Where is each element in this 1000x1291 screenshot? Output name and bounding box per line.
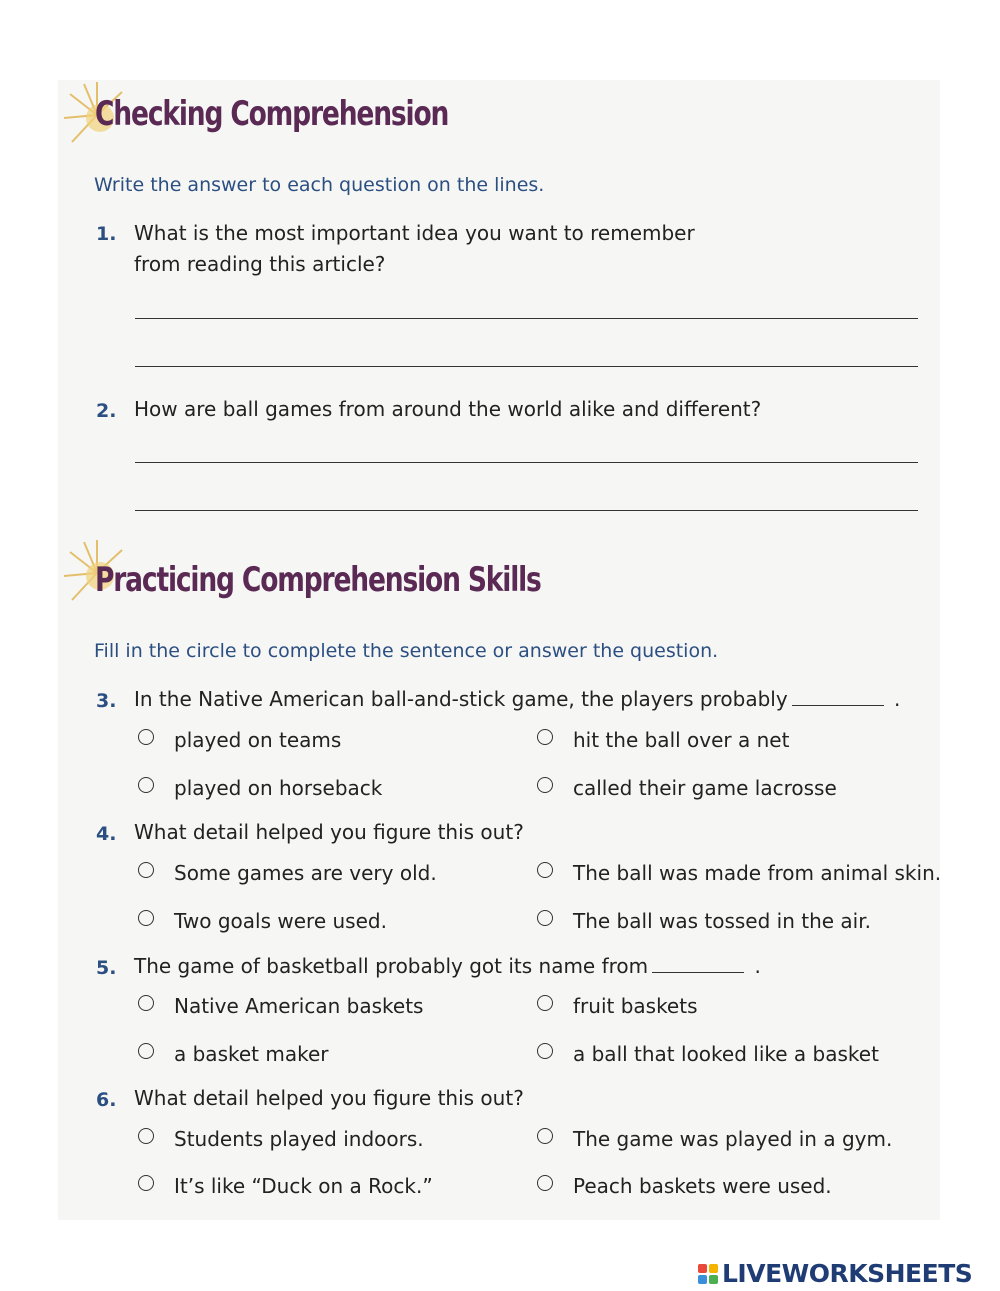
question-number: 1. [96, 223, 117, 245]
instruction-write: Write the answer to each question on the lines. [94, 174, 545, 196]
logo-text: LIVEWORKSHEETS [722, 1259, 973, 1288]
answer-blank [792, 704, 884, 706]
option-label: Two goals were used. [174, 909, 387, 933]
question-1-line2: from reading this article? [134, 252, 386, 276]
option-5a[interactable] [138, 994, 423, 1018]
option-label: Native American baskets [174, 994, 424, 1018]
radio-circle[interactable] [537, 862, 553, 878]
option-4b[interactable] [537, 861, 941, 885]
radio-circle[interactable] [537, 1043, 553, 1059]
option-label: The game was played in a gym. [573, 1127, 893, 1151]
answer-line[interactable] [135, 318, 918, 319]
option-label: Students played indoors. [174, 1127, 424, 1151]
option-label: played on horseback [174, 776, 383, 800]
question-number: 3. [96, 690, 117, 712]
option-5b[interactable] [537, 994, 698, 1018]
question-1-text [134, 218, 695, 280]
radio-circle[interactable] [537, 729, 553, 745]
option-6c[interactable] [138, 1174, 433, 1198]
answer-blank [652, 971, 744, 973]
section-heading-checking: Checking Comprehension [95, 94, 449, 134]
option-label: called their game lacrosse [573, 776, 837, 800]
radio-circle[interactable] [138, 777, 154, 793]
answer-line[interactable] [135, 510, 918, 511]
radio-circle[interactable] [138, 1128, 154, 1144]
option-3c[interactable] [138, 776, 382, 800]
question-1-line1: What is the most important idea you want to remember [134, 221, 695, 245]
question-3-end: . [894, 687, 901, 711]
question-number: 6. [96, 1089, 117, 1111]
radio-circle[interactable] [537, 1128, 553, 1144]
question-4-text: What detail helped you figure this out? [134, 820, 524, 844]
radio-circle[interactable] [138, 1175, 154, 1191]
answer-line[interactable] [135, 366, 918, 367]
option-3b[interactable] [537, 728, 789, 752]
instruction-fill: Fill in the circle to complete the sentence or answer the question. [94, 640, 719, 662]
answer-line[interactable] [135, 462, 918, 463]
question-number: 5. [96, 957, 117, 979]
option-label: fruit baskets [573, 994, 698, 1018]
option-label: Peach baskets were used. [573, 1174, 832, 1198]
radio-circle[interactable] [138, 995, 154, 1011]
logo-grid-icon [698, 1264, 718, 1284]
option-label: Some games are very old. [174, 861, 437, 885]
radio-circle[interactable] [138, 1043, 154, 1059]
option-4d[interactable] [537, 909, 871, 933]
radio-circle[interactable] [537, 910, 553, 926]
question-3-text [134, 684, 900, 715]
radio-circle[interactable] [537, 995, 553, 1011]
radio-circle[interactable] [537, 1175, 553, 1191]
question-5-end: . [754, 954, 761, 978]
option-5c[interactable] [138, 1042, 329, 1066]
question-5-stem: The game of basketball probably got its name from [134, 954, 649, 978]
section-heading-practicing: Practicing Comprehension Skills [95, 560, 541, 600]
option-label: a ball that looked like a basket [573, 1042, 879, 1066]
question-2-text: How are ball games from around the world alike and different? [134, 397, 762, 421]
option-3d[interactable] [537, 776, 837, 800]
option-label: It’s like “Duck on a Rock.” [174, 1174, 433, 1198]
question-number: 4. [96, 823, 117, 845]
option-label: played on teams [174, 728, 342, 752]
option-label: a basket maker [174, 1042, 329, 1066]
option-5d[interactable] [537, 1042, 879, 1066]
question-6-text: What detail helped you figure this out? [134, 1086, 524, 1110]
liveworksheets-logo [698, 1259, 972, 1288]
question-5-text [134, 951, 761, 982]
option-label: The ball was made from animal skin. [573, 861, 942, 885]
radio-circle[interactable] [138, 729, 154, 745]
option-4c[interactable] [138, 909, 387, 933]
option-label: hit the ball over a net [573, 728, 790, 752]
option-6d[interactable] [537, 1174, 832, 1198]
radio-circle[interactable] [138, 910, 154, 926]
question-number: 2. [96, 400, 117, 422]
radio-circle[interactable] [138, 862, 154, 878]
option-4a[interactable] [138, 861, 437, 885]
question-3-stem: In the Native American ball-and-stick game, the players probably [134, 687, 788, 711]
option-3a[interactable] [138, 728, 341, 752]
option-6b[interactable] [537, 1127, 892, 1151]
radio-circle[interactable] [537, 777, 553, 793]
option-label: The ball was tossed in the air. [573, 909, 871, 933]
option-6a[interactable] [138, 1127, 424, 1151]
